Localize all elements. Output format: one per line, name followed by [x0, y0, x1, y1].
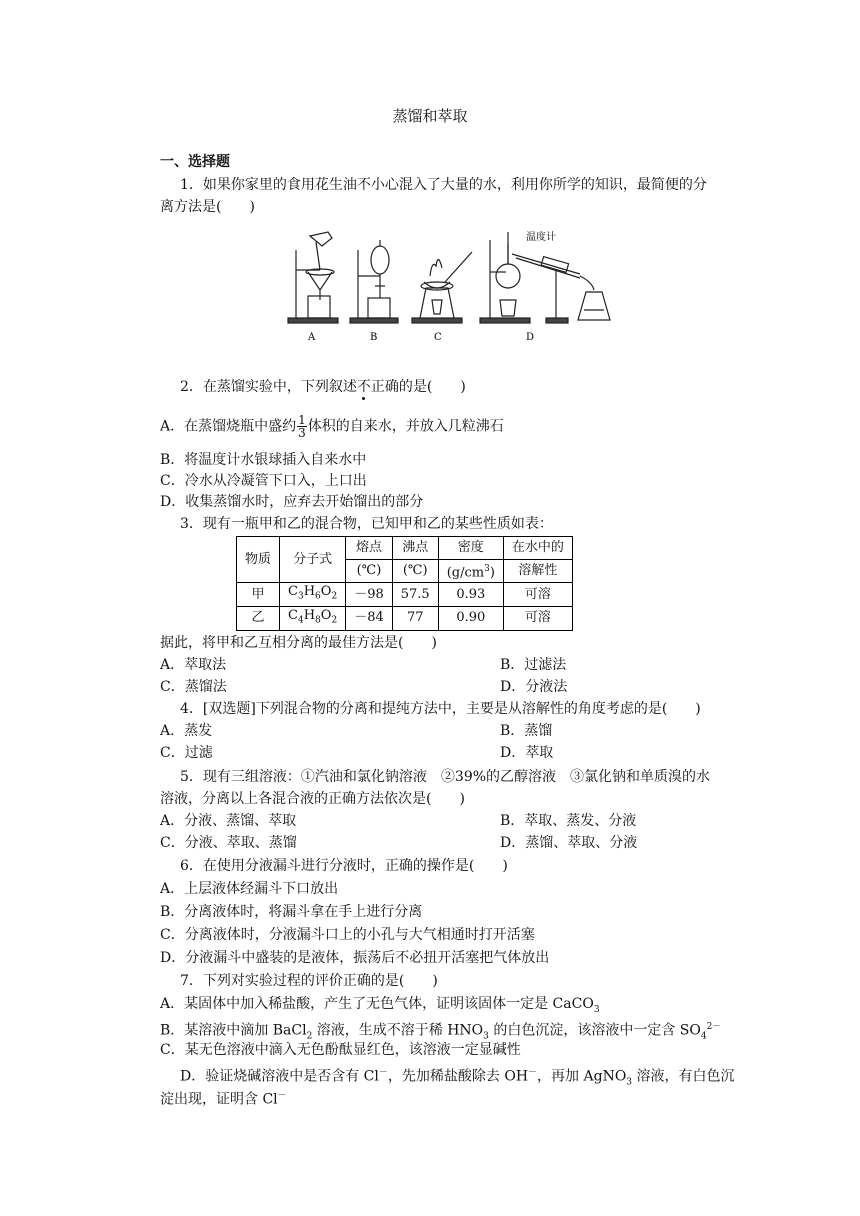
- figure-label-d: D: [526, 332, 535, 343]
- page-title: 蒸馏和萃取: [392, 107, 468, 125]
- q6-option-c: C．分离液体时，分液漏斗口上的小孔与大气相通时打开活塞: [160, 927, 535, 943]
- q6-option-d: D．分液漏斗中盛装的是液体，振荡后不必扭开活塞把气体放出: [160, 950, 550, 966]
- q7-option-a: A．某固体中加入稀盐酸，产生了无色气体，证明该固体一定是 CaCO$_3$: [160, 996, 600, 1015]
- q4-options-ab: A．蒸发 B．蒸馏: [160, 723, 553, 739]
- header-solubility: 在水中的: [503, 537, 572, 560]
- header-bp: 沸点: [392, 537, 438, 560]
- q5-options-cd: C．分液、萃取、蒸馏 D．蒸馏、萃取、分液: [160, 835, 638, 851]
- q2-option-c: C．冷水从冷凝管下口入，上口出: [160, 473, 367, 489]
- header-density-unit: $(g/cm^3)$: [438, 560, 503, 583]
- header-density: 密度: [438, 537, 503, 560]
- q5-options-ab: A．分液、蒸馏、萃取 B．萃取、蒸发、分液: [160, 813, 637, 829]
- section-heading: 一、选择题: [160, 154, 230, 170]
- thermometer-label: 温度计: [526, 232, 556, 243]
- apparatus-figure: [280, 226, 620, 346]
- q6-option-b: B．分离液体时，将漏斗拿在手上进行分离: [160, 904, 423, 920]
- emphasis-not: 不: [356, 379, 371, 395]
- q2-option-b: B．将温度计水银球插入自来水中: [160, 452, 367, 468]
- q3-after: 据此，将甲和乙互相分离的最佳方法是( ): [160, 635, 437, 651]
- figure-label-b: B: [370, 332, 378, 343]
- properties-table: [236, 536, 573, 631]
- fraction-one-third: $\frac{1}{3}$: [298, 413, 306, 440]
- q3-options-ab: A．萃取法 B．过滤法: [160, 657, 567, 673]
- header-mp: 熔点: [346, 537, 393, 560]
- q3-options-cd: C．蒸馏法 D．分液法: [160, 679, 568, 695]
- q1-stem-line1: 1．如果你家里的食用花生油不小心混入了大量的水，利用你所学的知识，最简便的分: [180, 177, 707, 193]
- q4-options-cd: C．过滤 D．萃取: [160, 745, 554, 761]
- q2-stem: 2．在蒸馏实验中，下列叙述不正确的是( ): [180, 379, 466, 395]
- q5-stem-line1: 5．现有三组溶液：①汽油和氯化钠溶液 ②39%的乙醇溶液 ③氯化钠和单质溴的水: [180, 769, 711, 785]
- header-mp-unit: (℃): [346, 560, 393, 583]
- q7-option-c: C．某无色溶液中滴入无色酚酞显红色，该溶液一定显碱性: [160, 1042, 521, 1058]
- header-formula: 分子式: [280, 537, 346, 583]
- figure-label-c: C: [434, 332, 442, 343]
- q2-option-d: D．收集蒸馏水时，应弃去开始馏出的部分: [160, 494, 424, 510]
- q5-stem-line2: 溶液，分离以上各混合液的正确方法依次是( ): [160, 791, 465, 807]
- q7-option-b: B．某溶液中滴加 BaCl$_2$ 溶液，生成不溶于稀 $HNO_3$ 的白色沉淀，该溶液中一定含 $SO_4^{2-}$: [160, 1022, 722, 1042]
- q7-option-d-line1: D．验证烧碱溶液中是否含有 Cl－，先加稀盐酸除去 OH－，再加 AgNO$_3$ 溶液，有白色沉: [180, 1068, 735, 1088]
- table-row: 甲 $C_3H_6O_2$ －98 57.5 0.93 可溶: [237, 583, 573, 607]
- figure-label-a: A: [308, 332, 316, 343]
- q7-stem: 7．下列对实验过程的评价正确的是( ): [180, 973, 438, 989]
- table-row: 乙 $C_4H_8O_2$ －84 77 0.90 可溶: [237, 606, 573, 630]
- q3-stem: 3．现有一瓶甲和乙的混合物，已知甲和乙的某些性质如表：: [180, 516, 553, 532]
- header-solubility-2: 溶解性: [503, 560, 572, 583]
- q4-stem: 4．[双选题]下列混合物的分离和提纯方法中，主要是从溶解性的角度考虑的是( ): [180, 701, 701, 717]
- header-substance: 物质: [237, 537, 280, 583]
- q7-option-d-line2: 淀出现，证明含 Cl－: [160, 1091, 287, 1108]
- header-bp-unit: (℃): [392, 560, 438, 583]
- q2-option-a: A．在蒸馏烧瓶中盛约 $\frac{1}{3}$ 体积的自来水，并放入几粒沸石: [160, 413, 504, 440]
- q1-stem-line2: 离方法是( ): [160, 199, 255, 215]
- q6-stem: 6．在使用分液漏斗进行分液时，正确的操作是( ): [180, 858, 508, 874]
- q6-option-a: A．上层液体经漏斗下口放出: [160, 881, 339, 897]
